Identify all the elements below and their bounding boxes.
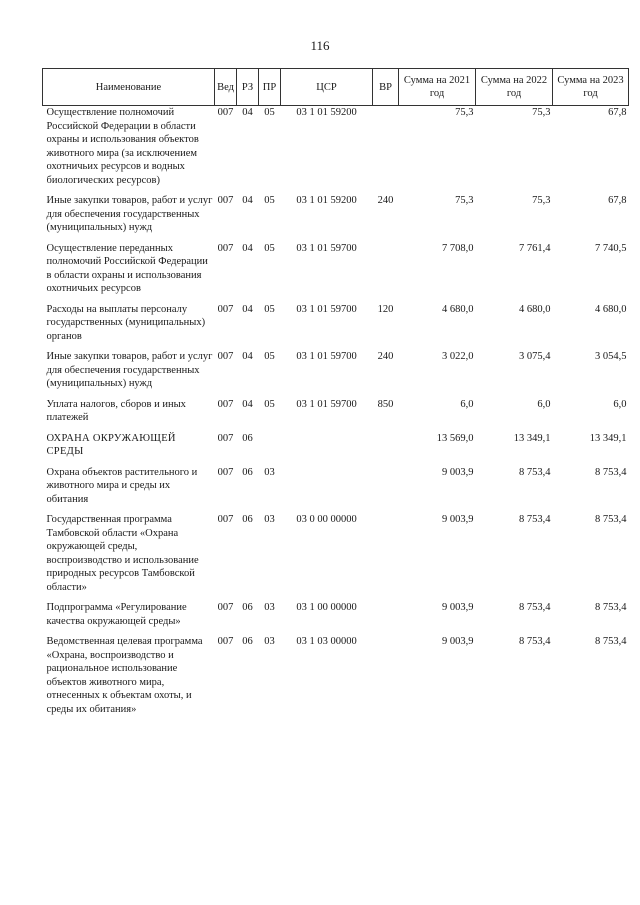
row-ved: 007 — [217, 195, 234, 206]
row-csr: 03 1 01 59200 — [296, 195, 357, 206]
row-name: Иные закупки товаров, работ и услуг для обеспечения государственных (муниципальных) нужд — [46, 195, 213, 233]
row-name: Государственная программа Тамбовской области «Охрана окружающей среды, воспроизводство и использование природных ресурсов Тамбовской области» — [46, 514, 199, 593]
header-vr: ВР — [373, 69, 399, 106]
row-vr: 240 — [377, 351, 394, 362]
row-sum-2021: 4 680,0 — [442, 303, 474, 315]
row-ved: 007 — [217, 466, 234, 478]
row-vr — [373, 466, 399, 514]
row-name: Подпрограмма «Регулирование качества окружающей среды» — [46, 602, 187, 627]
row-name: Осуществление полномочий Российской Федерации в области охраны и использования объектов животного мира (за исключением охотничьих ресурсов и водных биологических ресурсов) — [46, 107, 199, 186]
row-csr: 03 1 00 00000 — [296, 602, 357, 613]
row-ved: 007 — [217, 303, 234, 315]
row-rz: 06 — [242, 602, 253, 613]
row-rz: 06 — [242, 636, 253, 647]
row-pr — [259, 432, 281, 466]
header-rz: РЗ — [237, 69, 259, 106]
table-row — [43, 466, 629, 514]
row-vr: 240 — [377, 195, 394, 206]
row-csr: 03 1 01 59700 — [296, 303, 357, 315]
row-ved: 007 — [217, 351, 234, 362]
row-sum-2021: 9 003,9 — [442, 636, 474, 647]
row-pr: 05 — [264, 398, 275, 410]
row-sum-2022: 8 753,4 — [519, 514, 551, 525]
row-sum-2021: 75,3 — [455, 195, 474, 206]
row-sum-2022: 75,3 — [532, 107, 551, 118]
budget-table — [42, 68, 629, 723]
row-sum-2023: 6,0 — [613, 398, 627, 410]
row-sum-2021: 9 003,9 — [442, 514, 474, 525]
row-vr — [373, 106, 399, 195]
row-csr: 03 1 01 59700 — [296, 398, 357, 410]
row-pr: 03 — [264, 636, 275, 647]
header-pr: ПР — [259, 69, 281, 106]
row-rz: 04 — [242, 107, 253, 118]
row-sum-2023: 8 753,4 — [595, 514, 627, 525]
row-pr: 03 — [264, 514, 275, 525]
row-sum-2021: 75,3 — [455, 107, 474, 118]
row-csr: 03 0 00 00000 — [296, 514, 357, 525]
row-ved: 007 — [217, 242, 234, 254]
row-sum-2023: 8 753,4 — [595, 466, 627, 478]
row-sum-2023: 8 753,4 — [595, 602, 627, 613]
row-rz: 06 — [242, 514, 253, 525]
table-row — [43, 398, 629, 432]
row-name: Ведомственная целевая программа «Охрана, воспроизводство и рациональное использование объектов животного мира, отнесенных к объектам охоты, и среды их обитания» — [46, 636, 203, 715]
row-vr — [373, 242, 399, 303]
row-vr — [373, 513, 399, 601]
row-rz: 04 — [242, 242, 253, 254]
row-sum-2022: 8 753,4 — [519, 602, 551, 613]
row-sum-2021: 6,0 — [460, 398, 474, 410]
row-sum-2023: 4 680,0 — [595, 303, 627, 315]
row-pr: 05 — [264, 303, 275, 315]
row-ved: 007 — [217, 107, 234, 118]
row-vr — [373, 601, 399, 635]
row-sum-2021: 9 003,9 — [442, 602, 474, 613]
row-name: Расходы на выплаты персоналу государственных (муниципальных) органов — [46, 303, 206, 342]
header-sum-2023: Сумма на 2023 год — [553, 69, 629, 106]
table-row — [43, 194, 629, 242]
row-pr: 03 — [264, 602, 275, 613]
table-row — [43, 242, 629, 303]
row-vr — [373, 635, 399, 723]
row-pr: 05 — [264, 195, 275, 206]
row-csr: 03 1 01 59200 — [296, 107, 357, 118]
row-vr: 120 — [377, 303, 394, 315]
page-number: 116 — [310, 38, 330, 53]
row-rz: 04 — [242, 398, 253, 410]
row-rz: 04 — [242, 195, 253, 206]
table-header-row — [43, 69, 629, 106]
row-sum-2023: 13 349,1 — [589, 432, 627, 444]
row-csr — [281, 466, 373, 514]
row-name: Осуществление переданных полномочий Российской Федерации в области охраны и использования охотничьих ресурсов — [46, 242, 208, 294]
table-row — [43, 635, 629, 723]
row-rz: 04 — [242, 351, 253, 362]
row-pr: 05 — [264, 107, 275, 118]
row-sum-2022: 13 349,1 — [513, 432, 551, 444]
row-vr — [373, 432, 399, 466]
row-ved: 007 — [217, 602, 234, 613]
row-sum-2023: 67,8 — [608, 195, 627, 206]
table-row — [43, 601, 629, 635]
row-rz: 06 — [242, 466, 253, 478]
row-sum-2022: 8 753,4 — [519, 466, 551, 478]
row-sum-2023: 7 740,5 — [595, 242, 627, 254]
table-row — [43, 106, 629, 195]
table-row — [43, 513, 629, 601]
header-csr: ЦСР — [281, 69, 373, 106]
row-csr — [281, 432, 373, 466]
row-sum-2022: 75,3 — [532, 195, 551, 206]
table-row-section — [43, 432, 629, 466]
row-sum-2022: 7 761,4 — [519, 242, 551, 254]
header-sum-2022: Сумма на 2022 год — [476, 69, 553, 106]
row-pr: 05 — [264, 242, 275, 254]
row-ved: 007 — [217, 514, 234, 525]
row-sum-2021: 7 708,0 — [442, 242, 474, 254]
row-rz: 04 — [242, 303, 253, 315]
row-csr: 03 1 01 59700 — [296, 242, 357, 254]
row-ved: 007 — [217, 398, 234, 410]
row-sum-2023: 8 753,4 — [595, 636, 627, 647]
header-ved: Вед — [215, 69, 237, 106]
row-pr: 03 — [264, 466, 275, 478]
row-sum-2022: 6,0 — [537, 398, 551, 410]
table-row — [43, 350, 629, 398]
row-sum-2021: 9 003,9 — [442, 466, 474, 478]
row-name: Уплата налогов, сборов и иных платежей — [46, 398, 186, 423]
row-pr: 05 — [264, 351, 275, 362]
row-csr: 03 1 01 59700 — [296, 351, 357, 362]
row-sum-2023: 3 054,5 — [595, 351, 627, 362]
row-sum-2022: 3 075,4 — [519, 351, 551, 362]
header-name: Наименование — [43, 69, 215, 106]
row-vr: 850 — [377, 398, 394, 410]
row-sum-2023: 67,8 — [608, 107, 627, 118]
row-sum-2022: 4 680,0 — [519, 303, 551, 315]
row-csr: 03 1 03 00000 — [296, 636, 357, 647]
row-name: ОХРАНА ОКРУЖАЮЩЕЙ СРЕДЫ — [46, 432, 176, 457]
row-ved: 007 — [217, 636, 234, 647]
row-name: Иные закупки товаров, работ и услуг для обеспечения государственных (муниципальных) нужд — [46, 351, 213, 389]
row-sum-2021: 3 022,0 — [442, 351, 474, 362]
row-rz: 06 — [242, 432, 253, 444]
row-name: Охрана объектов растительного и животного мира и среды их обитания — [46, 466, 198, 505]
table-row — [43, 303, 629, 351]
row-ved: 007 — [217, 432, 234, 444]
header-sum-2021: Сумма на 2021 год — [399, 69, 476, 106]
row-sum-2022: 8 753,4 — [519, 636, 551, 647]
row-sum-2021: 13 569,0 — [436, 432, 474, 444]
